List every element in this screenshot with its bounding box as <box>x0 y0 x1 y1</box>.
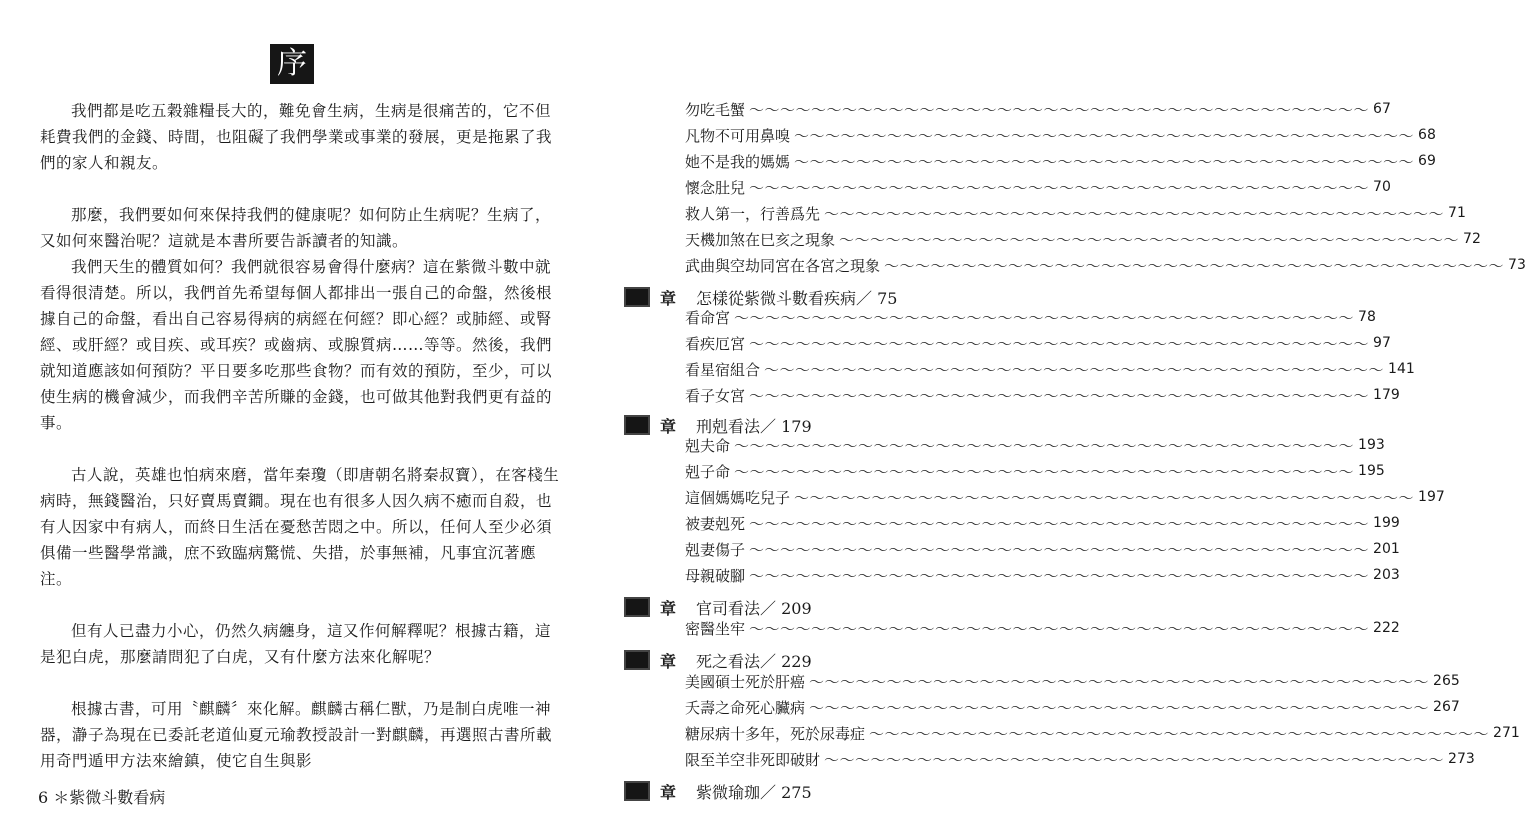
toc-item-page: 78 <box>1358 309 1376 325</box>
toc-item-title: 天機加煞在巳亥之現象 <box>685 230 836 249</box>
toc-item <box>685 615 1400 641</box>
toc-item <box>685 510 1400 536</box>
toc-item-title: 母親破腳 <box>685 566 746 585</box>
toc-leader: ～～～～～～～～～～～～～～～～～～～～～～～～～～～～～～～～～～～～～～～～ <box>734 436 1355 455</box>
chapter-number-block <box>624 597 650 617</box>
chapter-number-block <box>624 650 650 670</box>
chapter-number-block <box>624 287 650 307</box>
toc-leader: ～～～～～～～～～～～～～～～～～～～～～～～～～～～～～～～～～～～～～～～～ <box>809 698 1430 717</box>
toc-item-page: 70 <box>1373 179 1391 195</box>
toc-item-title: 勿吃毛蟹 <box>685 100 746 119</box>
chapter-title: 怎樣從紫微斗數看疾病／ 75 <box>696 288 898 308</box>
chapter-word: 章 <box>660 598 677 618</box>
toc-leader: ～～～～～～～～～～～～～～～～～～～～～～～～～～～～～～～～～～～～～～～～ <box>749 334 1370 353</box>
toc-item <box>685 562 1400 588</box>
toc-leader: ～～～～～～～～～～～～～～～～～～～～～～～～～～～～～～～～～～～～～～～～ <box>884 256 1505 275</box>
preface-paragraph-1: 我們都是吃五穀雜糧長大的，難免會生病，生病是很痛苦的，它不但耗費我們的金錢、時間，也阻礙了我們學業或事業的發展，更是拖累了我們的家人和親友。 <box>40 102 553 172</box>
toc-item <box>685 226 1481 252</box>
toc-item <box>685 694 1460 720</box>
toc-leader: ～～～～～～～～～～～～～～～～～～～～～～～～～～～～～～～～～～～～～～～～ <box>794 126 1415 145</box>
toc-item-page: 195 <box>1358 463 1385 479</box>
toc-item <box>685 668 1460 694</box>
toc-item-page: 72 <box>1463 231 1481 247</box>
toc-item-page: 179 <box>1373 387 1400 403</box>
toc-item-page: 222 <box>1373 620 1400 636</box>
toc-item-page: 197 <box>1418 489 1445 505</box>
toc-item-page: 68 <box>1418 127 1436 143</box>
toc-leader: ～～～～～～～～～～～～～～～～～～～～～～～～～～～～～～～～～～～～～～～～ <box>824 750 1445 769</box>
toc-item-page: 67 <box>1373 101 1391 117</box>
toc-leader: ～～～～～～～～～～～～～～～～～～～～～～～～～～～～～～～～～～～～～～～～ <box>749 566 1370 585</box>
toc-leader: ～～～～～～～～～～～～～～～～～～～～～～～～～～～～～～～～～～～～～～～～ <box>749 100 1370 119</box>
page-footer: 6 ＊紫微斗數看病 <box>38 788 166 807</box>
toc-leader: ～～～～～～～～～～～～～～～～～～～～～～～～～～～～～～～～～～～～～～～～ <box>749 178 1370 197</box>
toc-item-title: 救人第一，行善爲先 <box>685 204 821 223</box>
toc-item-page: 265 <box>1433 673 1460 689</box>
toc-item-title: 這個媽媽吃兒子 <box>685 488 791 507</box>
toc-leader: ～～～～～～～～～～～～～～～～～～～～～～～～～～～～～～～～～～～～～～～～ <box>734 308 1355 327</box>
toc-leader: ～～～～～～～～～～～～～～～～～～～～～～～～～～～～～～～～～～～～～～～～ <box>749 540 1370 559</box>
toc-leader: ～～～～～～～～～～～～～～～～～～～～～～～～～～～～～～～～～～～～～～～～ <box>749 386 1370 405</box>
toc-item-title: 剋妻傷子 <box>685 540 746 559</box>
toc-item-page: 201 <box>1373 541 1400 557</box>
toc-item-page: 273 <box>1448 751 1475 767</box>
toc-item-page: 203 <box>1373 567 1400 583</box>
preface-paragraph-3: 我們天生的體質如何？我們就很容易會得什麼病？這在紫微斗數中就看得很清楚。所以，我們首先希望每個人都排出一張自己的命盤，然後根據自己的命盤，看出自己容易得病的病經在何經？即心經？或肺經、或腎經、或肝經？或目疾、或耳疾？或齒病、或腺質病……等等。然後，我們就知道應該如何預防？平日要多吃那些食物？而有效的預防，至少，可以使生病的機會減少，而我們辛苦所賺的金錢，也可做其他對我們更有益的事。 <box>40 258 553 432</box>
toc-leader: ～～～～～～～～～～～～～～～～～～～～～～～～～～～～～～～～～～～～～～～～ <box>869 724 1490 743</box>
toc-leader: ～～～～～～～～～～～～～～～～～～～～～～～～～～～～～～～～～～～～～～～～ <box>839 230 1460 249</box>
chapter-title: 官司看法／ 209 <box>696 598 812 618</box>
toc-item-page: 73 <box>1508 257 1526 273</box>
toc-item-title: 看疾厄宮 <box>685 334 746 353</box>
chapter-word: 章 <box>660 288 677 308</box>
toc-item-title: 夭壽之命死心臟病 <box>685 698 806 717</box>
chapter-word: 章 <box>660 782 677 802</box>
toc-item-title: 密醫坐牢 <box>685 619 746 638</box>
toc-item <box>685 148 1436 174</box>
toc-leader: ～～～～～～～～～～～～～～～～～～～～～～～～～～～～～～～～～～～～～～～～ <box>824 204 1445 223</box>
toc-item <box>685 484 1445 510</box>
toc-item <box>685 720 1520 746</box>
toc-item-title: 看命宮 <box>685 308 731 327</box>
toc-leader: ～～～～～～～～～～～～～～～～～～～～～～～～～～～～～～～～～～～～～～～～ <box>749 619 1370 638</box>
toc-item-title: 懷念肚兒 <box>685 178 746 197</box>
toc-item-page: 267 <box>1433 699 1460 715</box>
chapter-word: 章 <box>660 416 677 436</box>
toc-item <box>685 536 1400 562</box>
preface-paragraph-5: 但有人已盡力小心，仍然久病纏身，這又作何解釋呢？根據古籍，這是犯白虎，那麼請問犯了白虎，又有什麼方法來化解呢？ <box>40 622 552 666</box>
toc-item-page: 193 <box>1358 437 1385 453</box>
toc-leader: ～～～～～～～～～～～～～～～～～～～～～～～～～～～～～～～～～～～～～～～～ <box>764 360 1385 379</box>
toc-item <box>685 382 1400 408</box>
toc-item <box>685 432 1385 458</box>
toc-item-title: 剋子命 <box>685 462 731 481</box>
toc-item-title: 凡物不可用鼻嗅 <box>685 126 791 145</box>
toc-item <box>685 458 1385 484</box>
toc-item-title: 被妻剋死 <box>685 514 746 533</box>
toc-item <box>685 174 1391 200</box>
preface-paragraph-2: 那麼，我們要如何來保持我們的健康呢？如何防止生病呢？生病了，又如何來醫治呢？這就是本書所要告訴讀者的知識。 <box>40 206 552 250</box>
chapter-word: 章 <box>660 651 677 671</box>
toc-item-title: 武曲與空劫同宮在各宮之現象 <box>685 256 881 275</box>
toc-item <box>685 96 1391 122</box>
left-page <box>0 0 576 833</box>
toc-leader: ～～～～～～～～～～～～～～～～～～～～～～～～～～～～～～～～～～～～～～～～ <box>734 462 1355 481</box>
toc-item <box>685 356 1415 382</box>
toc-item <box>685 200 1466 226</box>
toc-item-title: 剋夫命 <box>685 436 731 455</box>
toc-leader: ～～～～～～～～～～～～～～～～～～～～～～～～～～～～～～～～～～～～～～～～ <box>794 152 1415 171</box>
toc-item-page: 97 <box>1373 335 1391 351</box>
toc-item-page: 71 <box>1448 205 1466 221</box>
chapter-title: 刑剋看法／ 179 <box>696 416 812 436</box>
toc-item-page: 271 <box>1493 725 1520 741</box>
toc-item-title: 糖尿病十多年，死於尿毒症 <box>685 724 866 743</box>
toc-item <box>685 304 1376 330</box>
toc-item-title: 看子女宮 <box>685 386 746 405</box>
toc-leader: ～～～～～～～～～～～～～～～～～～～～～～～～～～～～～～～～～～～～～～～～ <box>794 488 1415 507</box>
toc-item-page: 199 <box>1373 515 1400 531</box>
toc-leader: ～～～～～～～～～～～～～～～～～～～～～～～～～～～～～～～～～～～～～～～～ <box>809 672 1430 691</box>
chapter-heading <box>624 778 812 804</box>
chapter-title: 死之看法／ 229 <box>696 651 812 671</box>
chapter-number-block <box>624 781 650 801</box>
toc-item <box>685 330 1391 356</box>
toc-item-title: 限至羊空非死即破財 <box>685 750 821 769</box>
chapter-number-block <box>624 415 650 435</box>
right-page <box>576 0 1526 833</box>
toc-item-title: 她不是我的媽媽 <box>685 152 791 171</box>
toc-leader: ～～～～～～～～～～～～～～～～～～～～～～～～～～～～～～～～～～～～～～～～ <box>749 514 1370 533</box>
toc-item-page: 141 <box>1388 361 1415 377</box>
toc-item-page: 69 <box>1418 153 1436 169</box>
toc-item <box>685 746 1475 772</box>
preface-paragraph-6: 根據古書，可用〝麒麟〞來化解。麒麟古稱仁獸，乃是制白虎唯一神器，瀞子為現在已委託老道仙夏元瑜教授設計一對麒麟，再選照古書所載用奇門遁甲方法來繪鎮，使它自生與影 <box>40 700 553 770</box>
toc-item <box>685 252 1526 278</box>
chapter-title: 紫微瑜珈／ 275 <box>696 782 812 802</box>
toc-item-title: 美國碩士死於肝癌 <box>685 672 806 691</box>
preface-seal: 序 <box>270 44 314 84</box>
toc-item <box>685 122 1436 148</box>
toc-item-title: 看星宿組合 <box>685 360 761 379</box>
preface-paragraph-4: 古人說，英雄也怕病來磨，當年秦瓊（即唐朝名將秦叔寶），在客棧生病時，無錢醫治，只好賣馬賣鐧。現在也有很多人因久病不癒而自殺，也有人因家中有病人，而終日生活在憂愁苦悶之中。所以，任何人至少必須俱備一些醫學常識，庶不致臨病驚慌、失措，於事無補，凡事宜沉著應注。 <box>40 466 560 588</box>
